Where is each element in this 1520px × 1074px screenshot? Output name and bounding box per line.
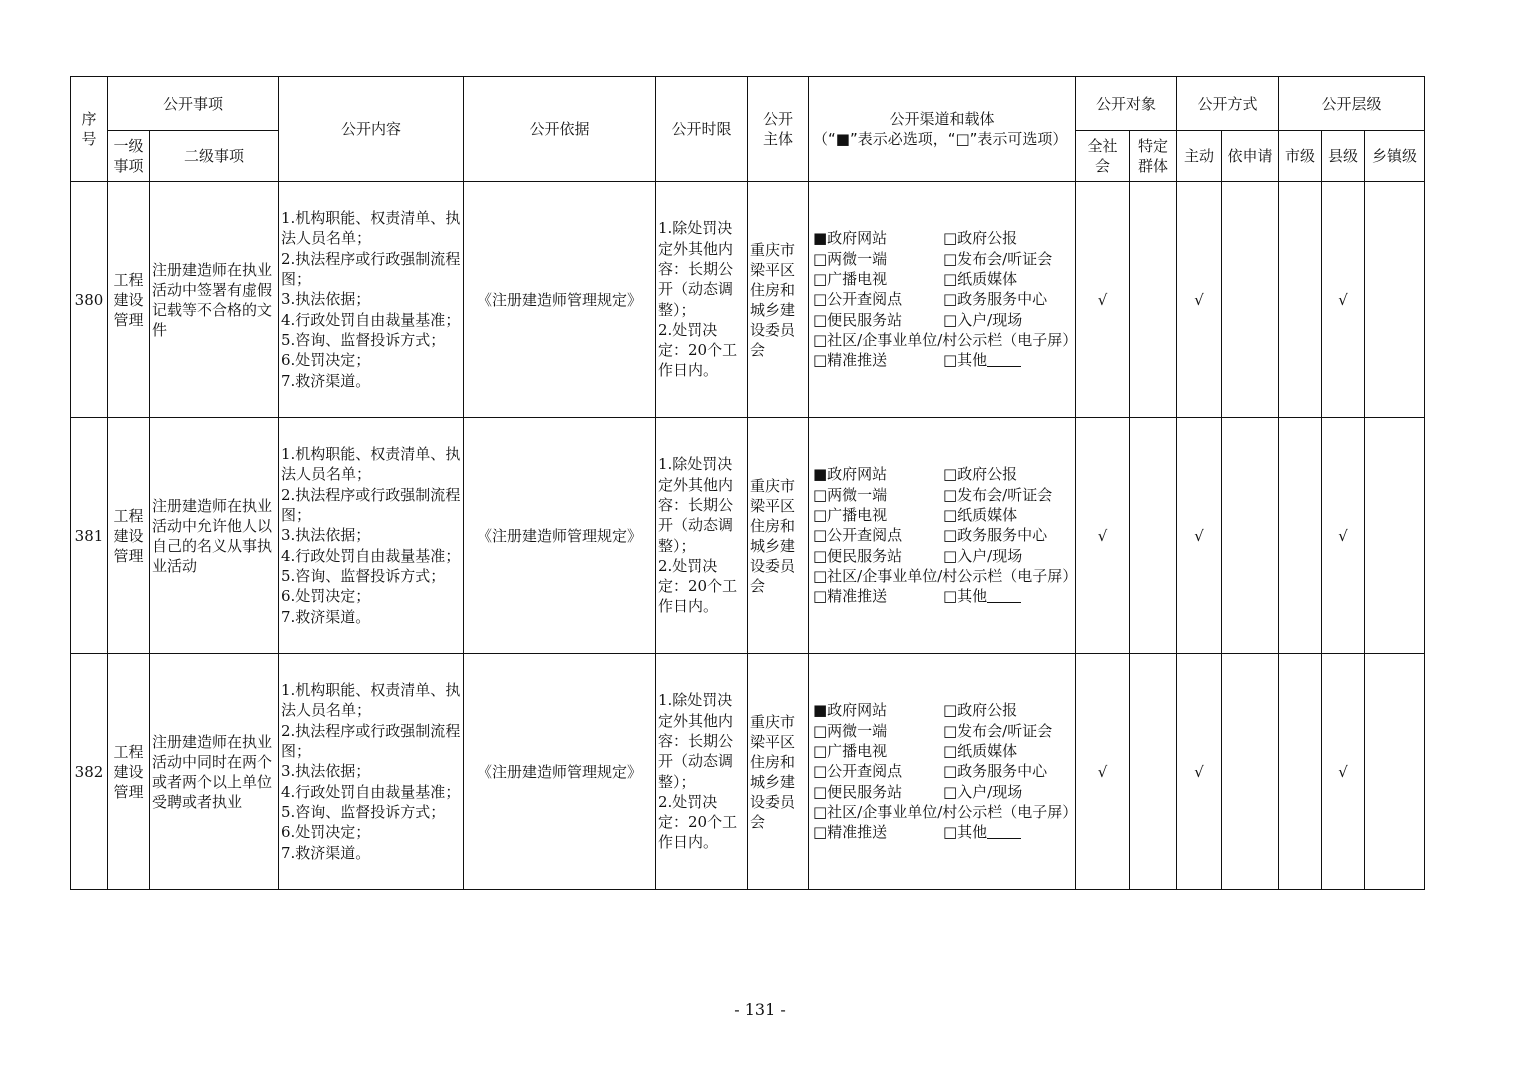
content-line: 5.咨询、监督投诉方式； xyxy=(281,566,446,585)
content-line: 2.执法程序或行政强制流程图； xyxy=(281,485,461,525)
page-number: - 131 - xyxy=(734,1000,786,1019)
row-seq: 381 xyxy=(71,418,108,654)
row-channels xyxy=(809,654,1076,890)
content-line: 4.行政处罚自由裁量基准； xyxy=(281,546,461,565)
content-line: 3.执法依据； xyxy=(281,526,371,545)
row-basis: 《注册建造师管理规定》 xyxy=(464,418,656,654)
row-content xyxy=(279,654,464,890)
channel-option: □入户/现场 xyxy=(943,310,1023,329)
content-line: 1.机构职能、权责清单、执法人员名单； xyxy=(281,445,461,484)
header-level: 公开层级 xyxy=(1279,77,1425,131)
level-town-mark xyxy=(1365,182,1425,418)
row-seq: 382 xyxy=(71,654,108,890)
channel-option-wide: □社区/企事业单位/村公示栏（电子屏） xyxy=(813,330,1078,349)
channel-option: □便民服务站 xyxy=(813,782,903,801)
time-limit-line: 2.处罚决定：20个工作日内。 xyxy=(658,320,738,380)
header-seq: 序号 xyxy=(71,77,108,182)
content-line: 3.执法依据； xyxy=(281,762,371,781)
channel-other-label: □其他 xyxy=(943,823,988,842)
content-line: 4.行政处罚自由裁量基准； xyxy=(281,310,461,329)
channel-option: □入户/现场 xyxy=(943,546,1023,565)
header-basis: 公开依据 xyxy=(464,77,656,182)
content-line: 3.执法依据； xyxy=(281,290,371,309)
method-apply-mark xyxy=(1222,182,1279,418)
header-content: 公开内容 xyxy=(279,77,464,182)
channel-option: □公开查阅点 xyxy=(813,526,903,545)
channel-option: □两微一端 xyxy=(813,721,888,740)
row-subject: 重庆市梁平区住房和城乡建设委员会 xyxy=(748,654,809,890)
channel-option: □公开查阅点 xyxy=(813,762,903,781)
time-limit-line: 2.处罚决定：20个工作日内。 xyxy=(658,792,738,852)
target-specific-mark xyxy=(1130,418,1177,654)
channel-option: □广播电视 xyxy=(813,270,888,289)
method-apply-mark xyxy=(1222,654,1279,890)
row-content xyxy=(279,182,464,418)
channel-option-other xyxy=(943,350,1071,370)
channel-option: □便民服务站 xyxy=(813,310,903,329)
header-target-all: 全社会 xyxy=(1076,131,1130,182)
channel-option: □入户/现场 xyxy=(943,782,1023,801)
method-active-mark: √ xyxy=(1177,418,1222,654)
header-method-apply: 依申请 xyxy=(1222,131,1279,182)
channel-option-wide: □社区/企事业单位/村公示栏（电子屏） xyxy=(813,566,1078,585)
content-line: 1.机构职能、权责清单、执法人员名单； xyxy=(281,681,461,720)
content-line: 6.处罚决定； xyxy=(281,351,371,370)
channel-option: □纸质媒体 xyxy=(943,506,1018,525)
channel-option: □政务服务中心 xyxy=(943,526,1048,545)
row-level1: 工程建设管理 xyxy=(108,182,150,418)
content-line: 7.救济渠道。 xyxy=(281,843,371,862)
channel-option: □精准推送 xyxy=(813,823,888,842)
fill-in-blank xyxy=(987,587,1021,603)
target-all-mark: √ xyxy=(1076,654,1130,890)
channel-option: ■政府网站 xyxy=(813,229,888,248)
time-limit-line: 2.处罚决定：20个工作日内。 xyxy=(658,556,738,616)
row-level2: 注册建造师在执业活动中签署有虚假记载等不合格的文件 xyxy=(150,182,279,418)
channel-option: □两微一端 xyxy=(813,249,888,268)
header-channel-title: 公开渠道和载体 xyxy=(889,110,995,128)
content-line: 2.执法程序或行政强制流程图； xyxy=(281,721,461,761)
content-line: 5.咨询、监督投诉方式； xyxy=(281,330,446,349)
time-limit-line: 1.除处罚决定外其他内容：长期公开（动态调整）； xyxy=(658,219,734,319)
row-subject: 重庆市梁平区住房和城乡建设委员会 xyxy=(748,182,809,418)
channel-option-wide: □社区/企事业单位/村公示栏（电子屏） xyxy=(813,802,1078,821)
channel-option: ■政府网站 xyxy=(813,701,888,720)
channel-option: ■政府网站 xyxy=(813,465,888,484)
header-time-limit: 公开时限 xyxy=(656,77,748,182)
level-city-mark xyxy=(1279,182,1322,418)
channel-option: □发布会/听证会 xyxy=(943,249,1053,268)
header-method-active: 主动 xyxy=(1177,131,1222,182)
row-level1: 工程建设管理 xyxy=(108,418,150,654)
method-active-mark: √ xyxy=(1177,654,1222,890)
level-county-mark: √ xyxy=(1322,418,1365,654)
level-county-mark: √ xyxy=(1322,654,1365,890)
target-specific-mark xyxy=(1130,654,1177,890)
content-line: 1.机构职能、权责清单、执法人员名单； xyxy=(281,209,461,248)
row-basis: 《注册建造师管理规定》 xyxy=(464,182,656,418)
row-time-limit xyxy=(656,182,748,418)
content-line: 2.执法程序或行政强制流程图； xyxy=(281,249,461,289)
row-seq: 380 xyxy=(71,182,108,418)
channel-option-other xyxy=(943,586,1071,606)
content-line: 7.救济渠道。 xyxy=(281,371,371,390)
channel-option: □政务服务中心 xyxy=(943,762,1048,781)
row-channels xyxy=(809,182,1076,418)
channel-option: □两微一端 xyxy=(813,485,888,504)
channel-option: □广播电视 xyxy=(813,506,888,525)
channel-other-label: □其他 xyxy=(943,587,988,606)
method-apply-mark xyxy=(1222,418,1279,654)
header-item: 公开事项 xyxy=(108,77,279,131)
disclosure-table xyxy=(70,76,1425,890)
fill-in-blank xyxy=(987,823,1021,839)
level-city-mark xyxy=(1279,418,1322,654)
channel-other-label: □其他 xyxy=(943,351,988,370)
row-level2: 注册建造师在执业活动中同时在两个或者两个以上单位受聘或者执业 xyxy=(150,654,279,890)
time-limit-line: 1.除处罚决定外其他内容：长期公开（动态调整）； xyxy=(658,691,734,791)
row-basis: 《注册建造师管理规定》 xyxy=(464,654,656,890)
content-line: 6.处罚决定； xyxy=(281,587,371,606)
content-line: 6.处罚决定； xyxy=(281,823,371,842)
table-row xyxy=(71,418,1425,654)
row-time-limit xyxy=(656,418,748,654)
channel-option: □便民服务站 xyxy=(813,546,903,565)
content-line: 7.救济渠道。 xyxy=(281,607,371,626)
channel-option: □发布会/听证会 xyxy=(943,721,1053,740)
row-subject: 重庆市梁平区住房和城乡建设委员会 xyxy=(748,418,809,654)
row-level1: 工程建设管理 xyxy=(108,654,150,890)
table-row xyxy=(71,182,1425,418)
row-channels xyxy=(809,418,1076,654)
target-specific-mark xyxy=(1130,182,1177,418)
target-all-mark: √ xyxy=(1076,418,1130,654)
header-level-county: 县级 xyxy=(1322,131,1365,182)
content-line: 5.咨询、监督投诉方式； xyxy=(281,802,446,821)
header-level1: 一级事项 xyxy=(108,131,150,182)
header-channel-note: （“■”表示必选项，“□”表示可选项） xyxy=(813,130,1068,148)
channel-option: □政府公报 xyxy=(943,701,1018,720)
channel-option: □广播电视 xyxy=(813,742,888,761)
level-county-mark: √ xyxy=(1322,182,1365,418)
level-town-mark xyxy=(1365,418,1425,654)
channel-option: □精准推送 xyxy=(813,351,888,370)
row-time-limit xyxy=(656,654,748,890)
header-subject: 公开主体 xyxy=(748,77,809,182)
channel-option: □公开查阅点 xyxy=(813,290,903,309)
level-town-mark xyxy=(1365,654,1425,890)
fill-in-blank xyxy=(987,351,1021,367)
target-all-mark: √ xyxy=(1076,182,1130,418)
channel-option: □纸质媒体 xyxy=(943,742,1018,761)
content-line: 4.行政处罚自由裁量基准； xyxy=(281,782,461,801)
channel-option: □精准推送 xyxy=(813,587,888,606)
channel-option: □政务服务中心 xyxy=(943,290,1048,309)
header-target-specific: 特定群体 xyxy=(1130,131,1177,182)
header-level-city: 市级 xyxy=(1279,131,1322,182)
header-method: 公开方式 xyxy=(1177,77,1279,131)
table-row xyxy=(71,654,1425,890)
row-level2: 注册建造师在执业活动中允许他人以自己的名义从事执业活动 xyxy=(150,418,279,654)
header-target: 公开对象 xyxy=(1076,77,1177,131)
row-content xyxy=(279,418,464,654)
header-level-town: 乡镇级 xyxy=(1365,131,1425,182)
channel-option: □发布会/听证会 xyxy=(943,485,1053,504)
channel-option: □政府公报 xyxy=(943,229,1018,248)
method-active-mark: √ xyxy=(1177,182,1222,418)
level-city-mark xyxy=(1279,654,1322,890)
time-limit-line: 1.除处罚决定外其他内容：长期公开（动态调整）； xyxy=(658,455,734,555)
channel-option-other xyxy=(943,822,1071,842)
header-channel xyxy=(809,77,1076,182)
header-level2: 二级事项 xyxy=(150,131,279,182)
channel-option: □纸质媒体 xyxy=(943,270,1018,289)
channel-option: □政府公报 xyxy=(943,465,1018,484)
